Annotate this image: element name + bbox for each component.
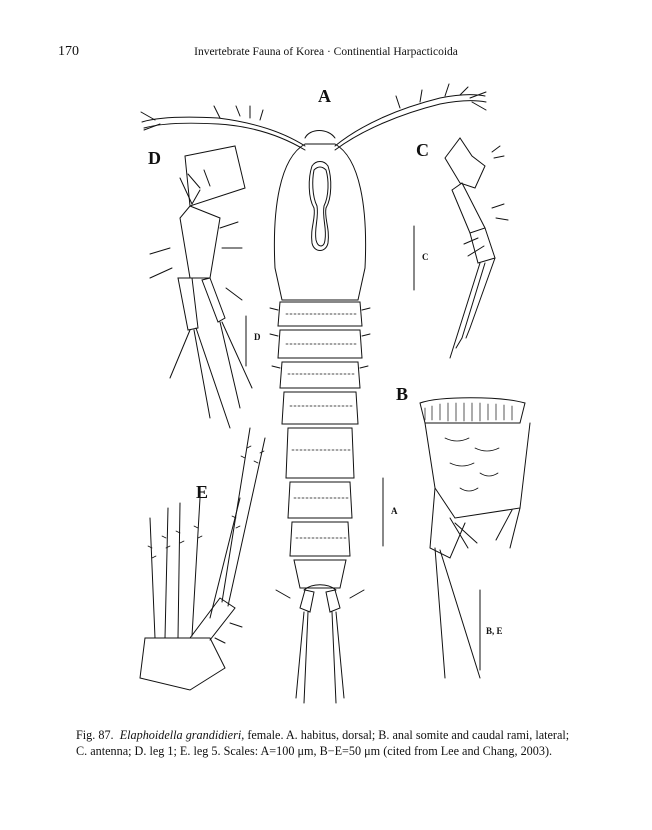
habitus-drawing: [141, 84, 486, 703]
caption-text: , female. A. habitus, dorsal; B. anal somite and caudal rami, lateral; C. antenna; D. leg 1; E. leg 5. Scales: A=100 μm, B−E=50 μm (cited from Lee and Chang, 2003).: [76, 728, 570, 758]
running-head: Invertebrate Fauna of Korea · Continential Harpacticoida: [194, 46, 458, 58]
panel-letter-d: D: [148, 148, 161, 168]
page-number: 170: [58, 44, 79, 59]
leg5-drawing: [140, 428, 265, 690]
figure-caption: [76, 727, 581, 759]
scale-label-a: A: [391, 506, 398, 516]
caption-fig-label: Fig. 87.: [76, 728, 114, 742]
scale-label-d: D: [254, 332, 261, 342]
panel-letter-b: B: [396, 384, 409, 404]
figure-plate: [100, 78, 570, 708]
figure-drawing: [100, 78, 570, 708]
scale-label-b-e: B, E: [486, 626, 503, 636]
antenna-drawing: [445, 138, 508, 358]
caption-species: Elaphoidella grandidieri: [119, 728, 242, 742]
scale-label-c: C: [422, 252, 429, 262]
panel-letter-a: A: [318, 86, 331, 106]
anal-somite-drawing: [420, 398, 530, 678]
leg1-drawing: [150, 146, 252, 428]
panel-letter-c: C: [416, 140, 429, 160]
panel-letter-e: E: [196, 482, 209, 502]
